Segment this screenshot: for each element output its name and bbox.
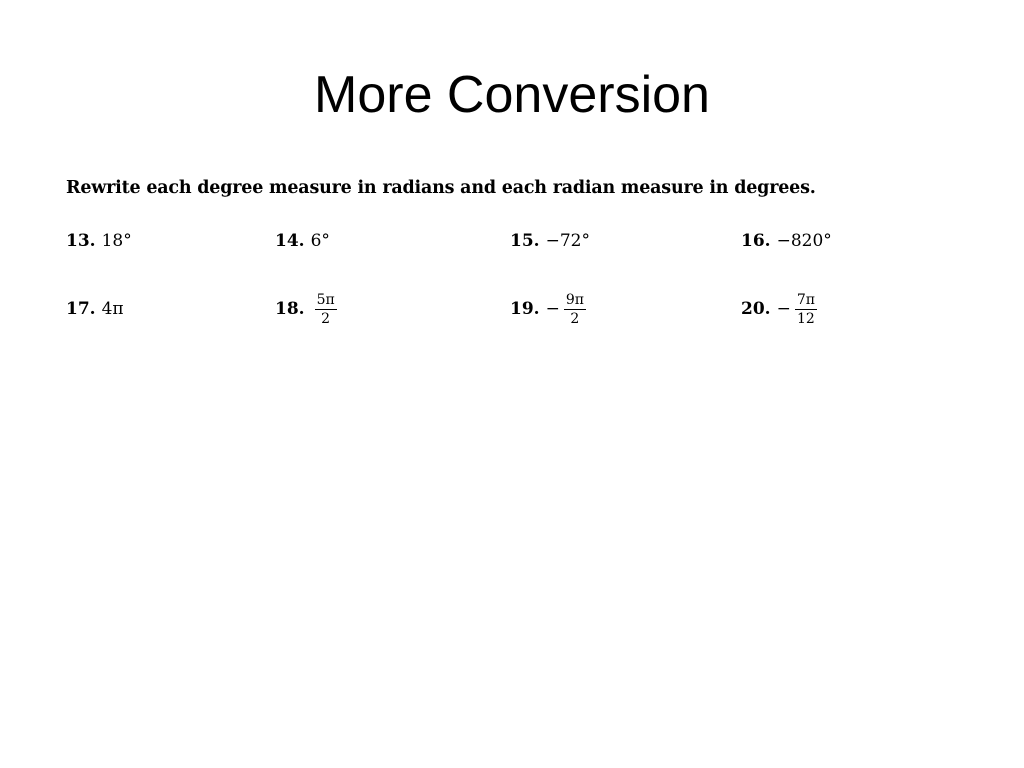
- problem-17: [66, 284, 124, 334]
- fraction-numerator: 9π: [565, 291, 584, 308]
- problem-number: 15.: [510, 231, 540, 251]
- problem-number: 13.: [66, 231, 96, 251]
- problem-19: [510, 284, 586, 334]
- fraction: [564, 292, 586, 327]
- minus-sign: −: [776, 299, 791, 319]
- problem-number: 18.: [275, 299, 305, 319]
- problem-number: 19.: [510, 299, 540, 319]
- problem-15: [510, 216, 590, 266]
- problem-value: −820°: [776, 231, 832, 251]
- fraction-denominator: 2: [321, 310, 331, 327]
- minus-sign: −: [545, 299, 560, 319]
- problem-number: 20.: [741, 299, 771, 319]
- fraction-numerator: 7π: [796, 291, 815, 308]
- problem-number: 17.: [66, 299, 96, 319]
- problem-number: 16.: [741, 231, 771, 251]
- problem-14: [275, 216, 330, 266]
- problem-expression: [546, 292, 586, 327]
- problem-expression: [311, 292, 337, 327]
- problem-expression: [777, 292, 817, 327]
- problem-16: [741, 216, 832, 266]
- fraction-numerator: 5π: [316, 291, 335, 308]
- worksheet-instructions: Rewrite each degree measure in radians and each radian measure in degrees.: [66, 178, 816, 198]
- fraction: [795, 292, 817, 327]
- fraction: [315, 292, 337, 327]
- problem-value: 6°: [310, 231, 330, 251]
- slide-title: More Conversion: [314, 66, 710, 124]
- problem-13: [66, 216, 132, 266]
- problem-value: 4π: [101, 299, 124, 319]
- problem-number: 14.: [275, 231, 305, 251]
- fraction-denominator: 2: [570, 310, 580, 327]
- problem-value: 18°: [101, 231, 132, 251]
- problem-20: [741, 284, 817, 334]
- problem-18: [275, 284, 337, 334]
- problem-value: −72°: [545, 231, 590, 251]
- fraction-denominator: 12: [796, 310, 815, 327]
